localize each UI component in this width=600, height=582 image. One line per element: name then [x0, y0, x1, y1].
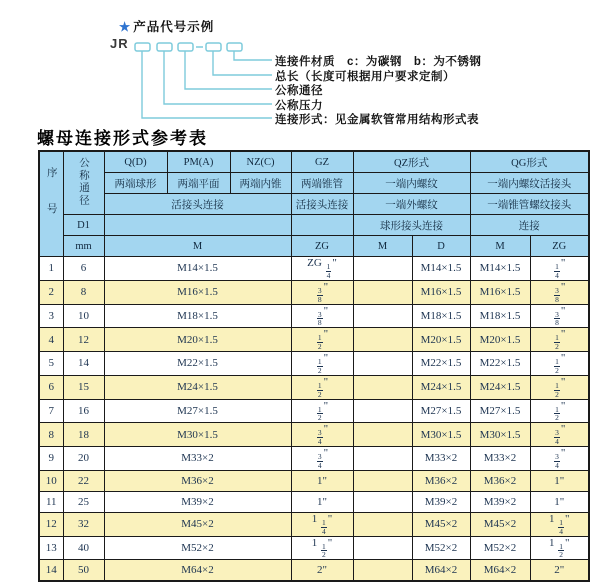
cell-qz-m	[353, 560, 412, 582]
cell-qz-m	[353, 536, 412, 560]
cell-seq: 5	[39, 352, 63, 376]
qg-m-unit: M	[470, 236, 530, 257]
cell-m: M30×1.5	[104, 423, 291, 447]
cell-m: M22×1.5	[104, 352, 291, 376]
cell-seq: 11	[39, 491, 63, 512]
cell-dn: 22	[63, 470, 104, 491]
cell-qg-zg: 1"	[530, 470, 589, 491]
cell-qg-m: M39×2	[470, 491, 530, 512]
cell-qz-d: M52×2	[412, 536, 470, 560]
cell-dn: 32	[63, 512, 104, 536]
nz-type: 两端内锥	[230, 173, 291, 194]
cell-qg-zg: $\frac{1}{4}$ "	[530, 257, 589, 281]
gz-connection: 活接头连接	[291, 194, 353, 215]
cell-gz-zg: $\frac{3}{8}$ "	[291, 304, 353, 328]
cell-qz-d: M64×2	[412, 560, 470, 582]
cell-qg-m: M20×1.5	[470, 328, 530, 352]
gz-type: 两端锥管	[291, 173, 353, 194]
cell-seq: 8	[39, 423, 63, 447]
cell-dn: 18	[63, 423, 104, 447]
cell-qz-d: M24×1.5	[412, 375, 470, 399]
cell-qg-m: M27×1.5	[470, 399, 530, 423]
cell-seq: 2	[39, 280, 63, 304]
seq-label: 序号	[45, 166, 57, 239]
cell-seq: 14	[39, 560, 63, 582]
cell-qz-m	[353, 447, 412, 471]
cell-m: M45×2	[104, 512, 291, 536]
cell-dn: 15	[63, 375, 104, 399]
cell-seq: 12	[39, 512, 63, 536]
cell-qg-m: M64×2	[470, 560, 530, 582]
product-code: JR	[110, 36, 129, 51]
qz-d-unit: D	[412, 236, 470, 257]
cell-seq: 7	[39, 399, 63, 423]
cell-seq: 6	[39, 375, 63, 399]
cell-m: M14×1.5	[104, 257, 291, 281]
table-row	[39, 257, 589, 281]
cell-dn: 12	[63, 328, 104, 352]
col-qg: QG形式	[470, 151, 589, 173]
cell-seq: 1	[39, 257, 63, 281]
cell-gz-zg: $\frac{1}{2}$ "	[291, 352, 353, 376]
table-header	[39, 151, 589, 257]
callout-connection: 连接形式：见金属软管常用结构形式表	[275, 114, 479, 126]
cell-qz-d: M36×2	[412, 470, 470, 491]
col-qz: QZ形式	[353, 151, 470, 173]
cell-qg-zg: 1 $\frac{1}{2}$ "	[530, 536, 589, 560]
cell-seq: 9	[39, 447, 63, 471]
cell-m: M36×2	[104, 470, 291, 491]
qg-zg-unit: ZG	[530, 236, 589, 257]
cell-qg-zg: $\frac{1}{2}$ "	[530, 399, 589, 423]
cell-gz-zg: 1 $\frac{1}{2}$ "	[291, 536, 353, 560]
cell-qz-d: M18×1.5	[412, 304, 470, 328]
cell-gz-zg: 2"	[291, 560, 353, 582]
table-row	[39, 328, 589, 352]
cell-dn: 8	[63, 280, 104, 304]
table-row	[39, 423, 589, 447]
cell-gz-zg: 1"	[291, 470, 353, 491]
d1-label: D1	[63, 215, 104, 236]
cell-m: M52×2	[104, 536, 291, 560]
cell-qg-zg: $\frac{1}{2}$ "	[530, 328, 589, 352]
cell-qg-m: M16×1.5	[470, 280, 530, 304]
table-row	[39, 399, 589, 423]
cell-qg-zg: $\frac{3}{8}$ "	[530, 280, 589, 304]
cell-qg-m: M33×2	[470, 447, 530, 471]
col-dn	[63, 151, 104, 215]
cell-dn: 6	[63, 257, 104, 281]
qz-row4: 球形接头连接	[353, 215, 470, 236]
cell-gz-zg: 1 $\frac{1}{4}$ "	[291, 512, 353, 536]
cell-qz-d: M30×1.5	[412, 423, 470, 447]
cell-gz-zg: $\frac{1}{2}$ "	[291, 328, 353, 352]
qz-row3: 一端外螺纹	[353, 194, 470, 215]
callout-lines	[142, 51, 272, 118]
table-row	[39, 352, 589, 376]
cell-m: M64×2	[104, 560, 291, 582]
cell-qz-m	[353, 328, 412, 352]
cell-qz-d: M39×2	[412, 491, 470, 512]
callout-pressure: 公称压力	[275, 100, 323, 112]
cell-qz-d: M20×1.5	[412, 328, 470, 352]
cell-m: M33×2	[104, 447, 291, 471]
cell-gz-zg: $\frac{1}{2}$ "	[291, 399, 353, 423]
cell-qz-m	[353, 257, 412, 281]
cell-dn: 50	[63, 560, 104, 582]
cell-qz-m	[353, 280, 412, 304]
cell-gz-zg: $\frac{3}{8}$ "	[291, 280, 353, 304]
qpn-connection: 活接头连接	[104, 194, 291, 215]
cell-qz-m	[353, 470, 412, 491]
cell-qg-m: M18×1.5	[470, 304, 530, 328]
cell-m: M24×1.5	[104, 375, 291, 399]
cell-qg-zg: 1"	[530, 491, 589, 512]
star-icon: ★	[119, 20, 132, 34]
pm-type: 两端平面	[167, 173, 230, 194]
table-body	[39, 257, 589, 582]
cell-m: M18×1.5	[104, 304, 291, 328]
cell-qg-m: M14×1.5	[470, 257, 530, 281]
cell-qz-d: M27×1.5	[412, 399, 470, 423]
col-gz: GZ	[291, 151, 353, 173]
col-pm: PM(A)	[167, 151, 230, 173]
cell-m: M20×1.5	[104, 328, 291, 352]
cell-qg-m: M45×2	[470, 512, 530, 536]
m-unit: M	[104, 236, 291, 257]
table-row	[39, 304, 589, 328]
cell-qz-m	[353, 375, 412, 399]
table-row	[39, 447, 589, 471]
cell-qg-m: M30×1.5	[470, 423, 530, 447]
table-title: 螺母连接形式参考表	[37, 129, 208, 148]
cell-dn: 10	[63, 304, 104, 328]
diagram-heading-text: 产品代号示例	[133, 20, 215, 34]
cell-seq: 13	[39, 536, 63, 560]
diagram-heading	[119, 17, 214, 35]
cell-qz-m	[353, 423, 412, 447]
nut-connection-table	[38, 150, 590, 582]
cell-seq: 10	[39, 470, 63, 491]
cell-qg-m: M52×2	[470, 536, 530, 560]
cell-qg-m: M22×1.5	[470, 352, 530, 376]
cell-dn: 16	[63, 399, 104, 423]
cell-seq: 4	[39, 328, 63, 352]
cell-seq: 3	[39, 304, 63, 328]
cell-gz-zg: $\frac{1}{2}$ "	[291, 375, 353, 399]
cell-qg-zg: 2"	[530, 560, 589, 582]
cell-qz-m	[353, 399, 412, 423]
cell-qz-d: M45×2	[412, 512, 470, 536]
table-row	[39, 491, 589, 512]
qg-row3: 一端锥管螺纹接头	[470, 194, 589, 215]
cell-qz-m	[353, 352, 412, 376]
cell-qz-m	[353, 304, 412, 328]
cell-m: M27×1.5	[104, 399, 291, 423]
callout-diameter: 公称通径	[275, 85, 323, 97]
cell-qg-zg: $\frac{1}{2}$ "	[530, 375, 589, 399]
table-row	[39, 512, 589, 536]
cell-m: M16×1.5	[104, 280, 291, 304]
callout-length: 总长（长度可根据用户要求定制）	[275, 71, 455, 83]
cell-dn: 25	[63, 491, 104, 512]
table-row	[39, 280, 589, 304]
code-boxes	[135, 43, 242, 51]
cell-qz-m	[353, 491, 412, 512]
zg-unit: ZG	[291, 236, 353, 257]
cell-qg-zg: 1 $\frac{1}{4}$ "	[530, 512, 589, 536]
cell-m: M39×2	[104, 491, 291, 512]
mm-label: mm	[63, 236, 104, 257]
table-row	[39, 536, 589, 560]
qz-m-unit: M	[353, 236, 412, 257]
cell-gz-zg: $\frac{3}{4}$ "	[291, 447, 353, 471]
cell-gz-zg: ZG $\frac{1}{4}$ "	[291, 257, 353, 281]
cell-qz-d: M22×1.5	[412, 352, 470, 376]
cell-qz-d: M14×1.5	[412, 257, 470, 281]
cell-qg-zg: $\frac{3}{4}$ "	[530, 447, 589, 471]
empty-cell	[291, 215, 353, 236]
cell-qz-m	[353, 512, 412, 536]
cell-qg-m: M36×2	[470, 470, 530, 491]
empty-cell	[104, 215, 291, 236]
cell-qg-zg: $\frac{1}{2}$ "	[530, 352, 589, 376]
cell-dn: 14	[63, 352, 104, 376]
cell-dn: 20	[63, 447, 104, 471]
cell-qg-zg: $\frac{3}{4}$ "	[530, 423, 589, 447]
cell-gz-zg: 1"	[291, 491, 353, 512]
col-nz: NZ(C)	[230, 151, 291, 173]
cell-dn: 40	[63, 536, 104, 560]
col-seq	[39, 151, 63, 257]
table-row	[39, 560, 589, 582]
qg-row4: 连接	[470, 215, 589, 236]
dn-label: 公称通径	[78, 156, 89, 207]
cell-gz-zg: $\frac{3}{4}$ "	[291, 423, 353, 447]
qz-type: 一端内螺纹	[353, 173, 470, 194]
table-row	[39, 375, 589, 399]
col-q: Q(D)	[104, 151, 167, 173]
cell-qg-m: M24×1.5	[470, 375, 530, 399]
qg-type: 一端内螺纹活接头	[470, 173, 589, 194]
table-row	[39, 470, 589, 491]
cell-qg-zg: $\frac{3}{8}$ "	[530, 304, 589, 328]
callout-material: 连接件材质 c：为碳钢 b：为不锈钢	[275, 56, 482, 68]
cell-qz-d: M16×1.5	[412, 280, 470, 304]
cell-qz-d: M33×2	[412, 447, 470, 471]
q-type: 两端球形	[104, 173, 167, 194]
